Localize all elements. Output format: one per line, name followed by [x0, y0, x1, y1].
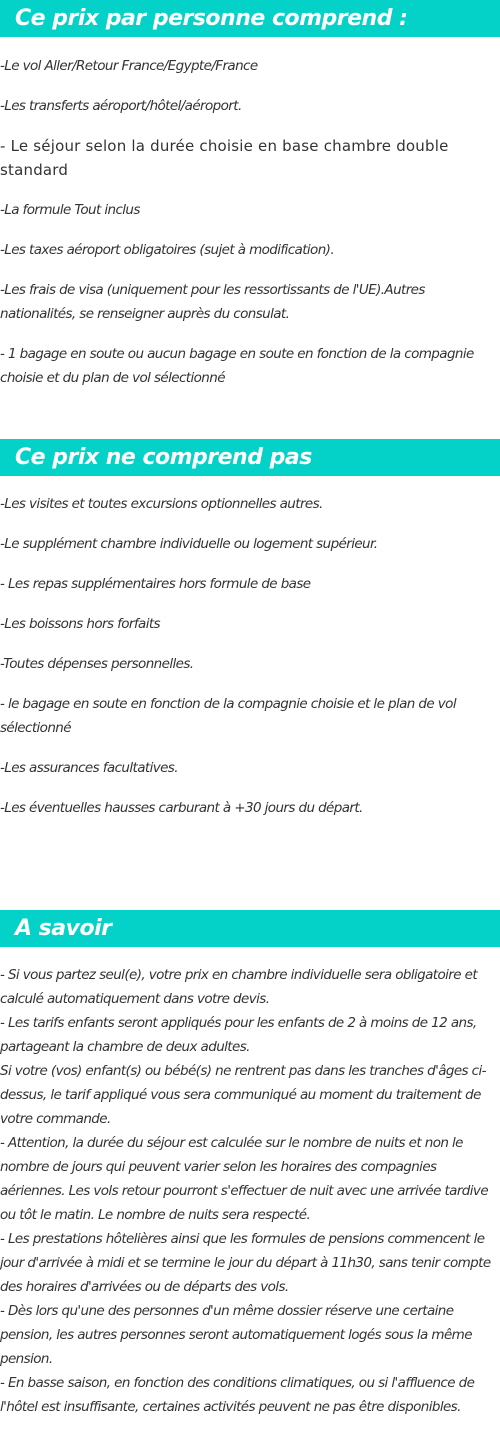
- included-item-airport-taxes: -Les taxes aéroport obligatoires (sujet à modification).: [0, 242, 335, 258]
- excluded-item-excursions: -Les visites et toutes excursions optionnelles autres.: [0, 496, 323, 512]
- info-paragraph-hotel-services: - Les prestations hôtelières ainsi que les formules de pensions commencent le jour d'arrivée à midi et se termine le jour du départ à 11h30, sans tenir compte des horaires d'arrivées ou de départs des vols.: [0, 1231, 491, 1295]
- included-item-stay: - Le séjour selon la durée choisie en base chambre double standard: [0, 137, 449, 179]
- excluded-item-baggage: - le bagage en soute en fonction de la compagnie choisie et le plan de vol sélectionné: [0, 696, 456, 736]
- excluded-item-meals: - Les repas supplémentaires hors formule de base: [0, 576, 311, 592]
- included-item-baggage: - 1 bagage en soute ou aucun bagage en soute en fonction de la compagnie choisie et du plan de vol sélectionné: [0, 346, 474, 386]
- info-paragraphs: [0, 963, 498, 1419]
- info-paragraph-solo: - Si vous partez seul(e), votre prix en chambre individuelle sera obligatoire et calculé automatiquement dans votre devis.: [0, 967, 478, 1007]
- included-item-all-inclusive: -La formule Tout inclus: [0, 202, 140, 218]
- included-item-transfers: -Les transferts aéroport/hôtel/aéroport.: [0, 98, 242, 114]
- included-item-flight: -Le vol Aller/Retour France/Egypte/France: [0, 58, 258, 74]
- info-paragraph-duration: - Attention, la durée du séjour est calculée sur le nombre de nuits et non le nombre de jours qui peuvent varier selon les horaires des compagnies aériennes. Les vols retour pourront s'effectuer de nuit avec une arrivée tardive ou tôt le matin. Le nombre de nuits sera respecté.: [0, 1135, 489, 1223]
- section-header-included: Ce prix par personne comprend :: [0, 0, 500, 37]
- info-paragraph-pension: - Dès lors qu'une des personnes d'un même dossier réserve une certaine pension, les autres personnes seront automatiquement logés sous la même pension.: [0, 1303, 472, 1367]
- section-header-info: A savoir: [0, 910, 500, 947]
- excluded-item-single-room: -Le supplément chambre individuelle ou logement supérieur.: [0, 536, 378, 552]
- excluded-item-drinks: -Les boissons hors forfaits: [0, 616, 160, 632]
- excluded-item-fuel-surcharge: -Les éventuelles hausses carburant à +30 jours du départ.: [0, 800, 363, 816]
- excluded-item-personal-expenses: -Toutes dépenses personnelles.: [0, 656, 194, 672]
- info-paragraph-low-season: - En basse saison, en fonction des conditions climatiques, ou si l'affluence de l'hôtel est insuffisante, certaines activités peuvent ne pas être disponibles.: [0, 1375, 475, 1415]
- excluded-item-insurance: -Les assurances facultatives.: [0, 760, 178, 776]
- info-paragraph-age-ranges: Si votre (vos) enfant(s) ou bébé(s) ne rentrent pas dans les tranches d'âges ci-dessus, le tarif appliqué vous sera communiqué au moment du traitement de votre commande.: [0, 1063, 486, 1127]
- info-paragraph-child-rates: - Les tarifs enfants seront appliqués pour les enfants de 2 à moins de 12 ans, partageant la chambre de deux adultes.: [0, 1015, 477, 1055]
- section-header-excluded: Ce prix ne comprend pas: [0, 439, 500, 476]
- included-item-visa: -Les frais de visa (uniquement pour les ressortissants de l'UE).Autres nationalités, se renseigner auprès du consulat.: [0, 282, 425, 322]
